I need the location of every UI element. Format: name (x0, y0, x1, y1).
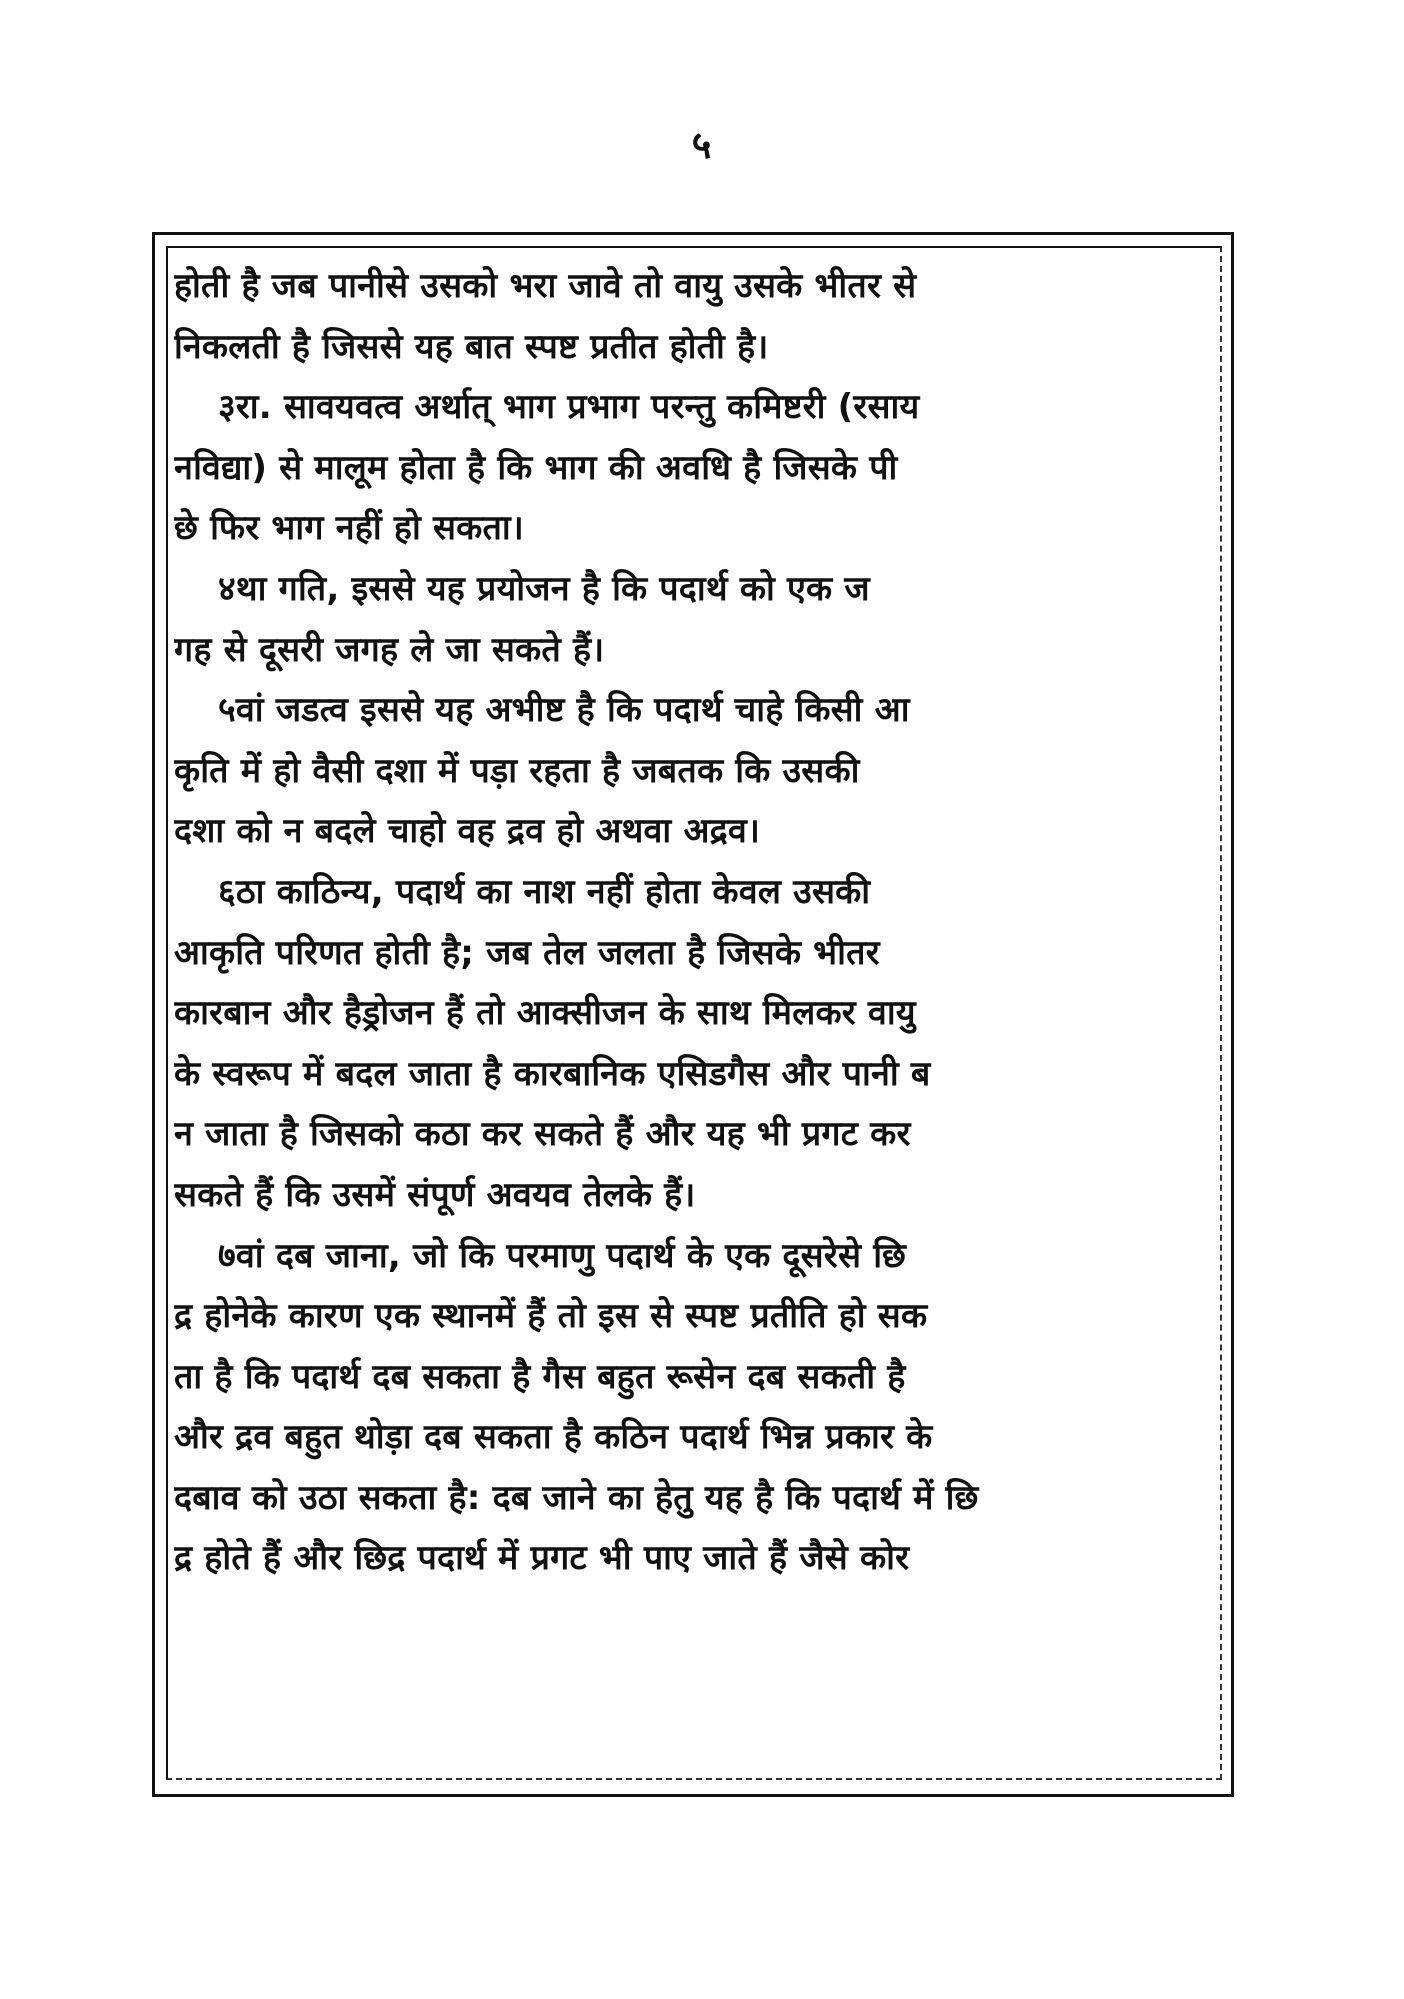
text-line: होती है जब पानीसे उसको भरा जावे तो वायु उसके भीतर से (174, 266, 917, 306)
text-line: सकते हैं कि उसमें संपूर्ण अवयव तेलके हैं। (174, 1174, 696, 1215)
text-line: कृति में हो वैसी दशा में पड़ा रहता है जबतक कि उसकी (174, 750, 860, 791)
text-line: के स्वरूप में बदल जाता है कारबानिक एसिडगैस और पानी ब (174, 1053, 931, 1094)
text-line: द्र होते हैं और छिद्र पदार्थ में प्रगट भी पाए जाते हैं जैसे कोर (174, 1538, 910, 1579)
body-text (174, 256, 1224, 1776)
text-line: आकृति परिणत होती है; जब तेल जलता है जिसके भीतर (174, 932, 880, 973)
text-line: गह से दूसरी जगह ले जा सकते हैं। (174, 629, 605, 670)
text-line: ६ठा काठिन्य, पदार्थ का नाश नहीं होता केवल उसकी (218, 871, 871, 912)
text-line: दशा को न बदले चाहो वह द्रव हो अथवा अद्रव। (174, 811, 761, 852)
text-line: निकलती है जिससे यह बात स्पष्ट प्रतीत होती है। (174, 326, 769, 367)
text-line: छे फिर भाग नहीं हो सकता। (174, 508, 524, 549)
text-line: ४था गति, इससे यह प्रयोजन है कि पदार्थ को एक ज (218, 568, 870, 609)
text-line: ७वां दब जाना, जो कि परमाणु पदार्थ के एक दूसरेसे छि (218, 1235, 907, 1276)
text-line: द्र होनेके कारण एक स्थानमें हैं तो इस से स्पष्ट प्रतीति हो सक (174, 1296, 928, 1337)
text-line: ता है कि पदार्थ दब सकता है गैस बहुत रूसेन दब सकती है (174, 1356, 906, 1397)
text-line: न जाता है जिसको कठा कर सकते हैं और यह भी प्रगट कर (174, 1114, 911, 1155)
text-line: और द्रव बहुत थोड़ा दब सकता है कठिन पदार्थ भिन्न प्रकार के (174, 1417, 933, 1458)
text-line: दबाव को उठा सकता है: दब जाने का हेतु यह है कि पदार्थ में छि (174, 1477, 979, 1518)
text-line: ५वां जडत्व इससे यह अभीष्ट है कि पदार्थ चाहे किसी आ (218, 690, 910, 731)
text-line: कारबान और हैड्रोजन हैं तो आक्सीजन के साथ मिलकर वायु (174, 993, 916, 1034)
text-line: नविद्या) से मालूम होता है कि भाग की अवधि है जिसके पी (174, 447, 898, 488)
page-number: ५ (691, 123, 713, 167)
text-line: ३रा. सावयवत्व अर्थात् भाग प्रभाग परन्तु कमिष्टरी (रसाय (218, 387, 920, 428)
